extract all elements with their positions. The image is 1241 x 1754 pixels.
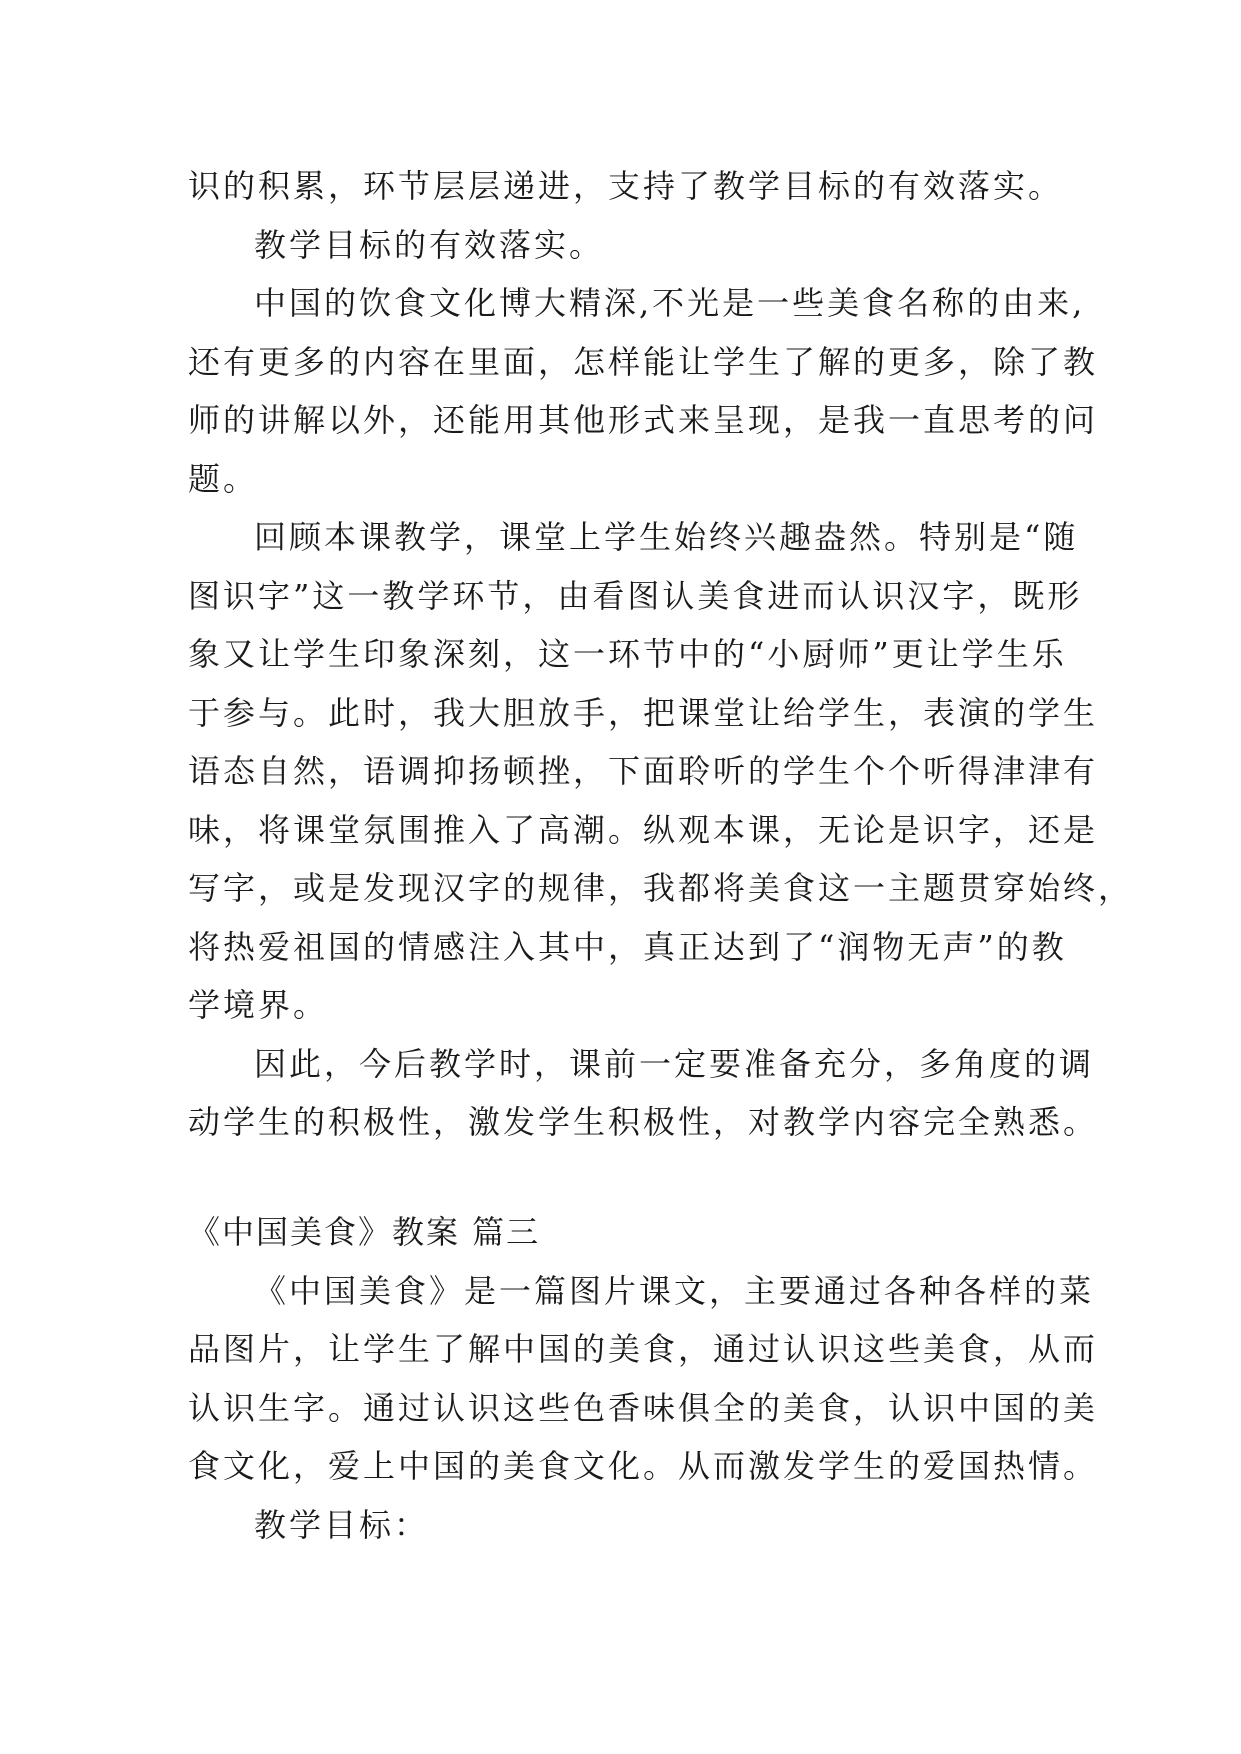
paragraph-line: 语态自然，语调抑扬顿挫，下面聆听的学生个个听得津津有: [188, 752, 1099, 790]
paragraph-line: 象又让学生印象深刻，这一环节中的“小厨师”更让学生乐: [188, 635, 1067, 673]
paragraph-line: 于参与。此时，我大胆放手，把课堂让给学生，表演的学生: [188, 693, 1099, 732]
paragraph-line: 因此，今后教学时，课前一定要准备充分，多角度的调: [254, 1044, 1095, 1083]
paragraph-line: 食文化，爱上中国的美食文化。从而激发学生的爱国热情。: [188, 1447, 1099, 1485]
paragraph-line: 还有更多的内容在里面，怎样能让学生了解的更多，除了教: [188, 342, 1099, 381]
paragraph-line: 教学目标：: [254, 1505, 430, 1544]
reflection-section: [188, 157, 1134, 1152]
lesson-plan-section: [188, 1203, 1099, 1554]
paragraph-line: 中国的饮食文化博大精深,不光是一些美食名称的由来,: [254, 284, 1086, 322]
paragraph-line: 味，将课堂氛围推入了高潮。纵观本课，无论是识字，还是: [188, 810, 1099, 849]
paragraph-line: 师的讲解以外，还能用其他形式来呈现，是我一直思考的问: [188, 401, 1099, 439]
paragraph-line: 教学目标的有效落实。: [254, 225, 605, 264]
paragraph-line: 图识字”这一教学环节，由看图认美食进而认识汉字，既形: [188, 576, 1083, 615]
paragraph-line: 《中国美食》是一篇图片课文，主要通过各种各样的菜: [254, 1271, 1095, 1310]
paragraph-line: 认识生字。通过认识这些色香味俱全的美食，认识中国的美: [188, 1388, 1099, 1427]
paragraph-line: 将热爱祖国的情感注入其中，真正达到了“润物无声”的教: [188, 927, 1067, 966]
paragraph-line: 学境界。: [188, 986, 329, 1024]
paragraph-line: 回顾本课教学，课堂上学生始终兴趣盎然。特别是“随: [254, 518, 1079, 556]
section-heading: 《中国美食》教案 篇三: [188, 1213, 541, 1251]
paragraph-line: 品图片，让学生了解中国的美食，通过认识这些美食，从而: [188, 1330, 1099, 1368]
paragraph-line: 题。: [188, 459, 259, 498]
paragraph-line: 动学生的积极性，激发学生积极性，对教学内容完全熟悉。: [188, 1103, 1099, 1141]
paragraph-line: 写字，或是发现汉字的规律，我都将美食这一主题贯穿始终，: [188, 869, 1134, 907]
paragraph-line: 识的积累，环节层层递进，支持了教学目标的有效落实。: [188, 167, 1064, 205]
